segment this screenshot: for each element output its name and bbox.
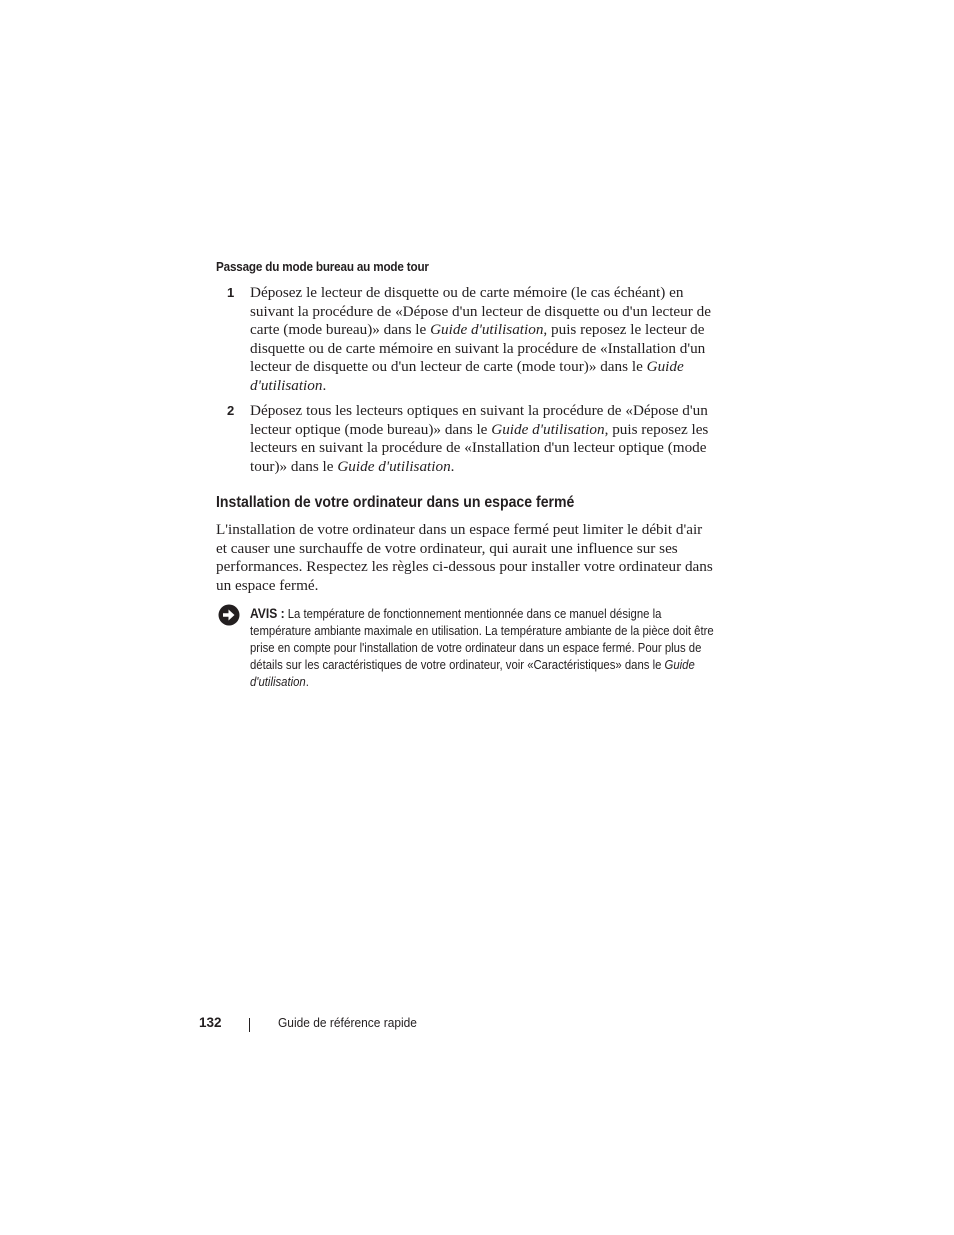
guide-reference: Guide d'utilisation (250, 658, 695, 690)
subheading: Passage du mode bureau au mode tour (216, 259, 429, 274)
notice-end: . (305, 675, 309, 690)
body-paragraph: L'installation de votre ordinateur dans un espace fermé peut limiter le débit d'air et causer une surchauffe de votre ordinateur, qui aurait une influence sur ses performances. Respectez les règles ci-dessous pour installer votre ordinateur dans un espace fermé. (216, 521, 713, 594)
section-title: Installation de votre ordinateur dans un espace fermé (216, 494, 575, 511)
step-text-part: . (450, 457, 455, 475)
guide-reference: Guide d'utilisation (250, 358, 684, 394)
notice-body: La température de fonctionnement mentionnée dans ce manuel désigne la température ambiante maximale en utilisation. La température ambiante de la pièce doit être prise en compte pour l'installation de votre ordinateur dans un espace fermé. Pour plus de détails sur les caractéristiques de votre ordinateur, voir «Caractéristiques» dans le (250, 607, 714, 673)
page-number: 132 (199, 1015, 222, 1030)
step-text (250, 284, 720, 396)
step-text-part: , puis reposez les lecteurs en suivant la procédure de «Installation d'un lecteur optique (mode tour)» dans le (250, 420, 709, 475)
notice-label: AVIS : (250, 606, 285, 621)
step-text (250, 402, 720, 476)
guide-reference: Guide d'utilisation (337, 457, 451, 475)
notice-text (250, 605, 718, 691)
footer-divider (249, 1018, 250, 1032)
guide-reference: Guide d'utilisation (430, 321, 544, 339)
guide-reference: Guide d'utilisation (491, 420, 605, 438)
step-number: 2 (227, 403, 235, 418)
notice-arrow-icon (218, 604, 240, 626)
step-text-part: . (322, 376, 327, 394)
step-text-part: , puis reposez le lecteur de disquette ou de carte mémoire en suivant la procédure de «Installation d'un lecteur de disquette ou d'un lecteur de carte (mode tour)» dans le (250, 321, 706, 376)
step-text-part: Déposez le lecteur de disquette ou de carte mémoire (le cas échéant) en suivant la procédure de «Dépose d'un lecteur de disquette ou d'un lecteur de carte (mode bureau)» dans le (250, 284, 711, 339)
step-number: 1 (227, 285, 235, 300)
step-text-part: Déposez tous les lecteurs optiques en suivant la procédure de «Dépose d'un lecteur optique (mode bureau)» dans le (250, 402, 708, 438)
footer-title: Guide de référence rapide (278, 1015, 417, 1030)
